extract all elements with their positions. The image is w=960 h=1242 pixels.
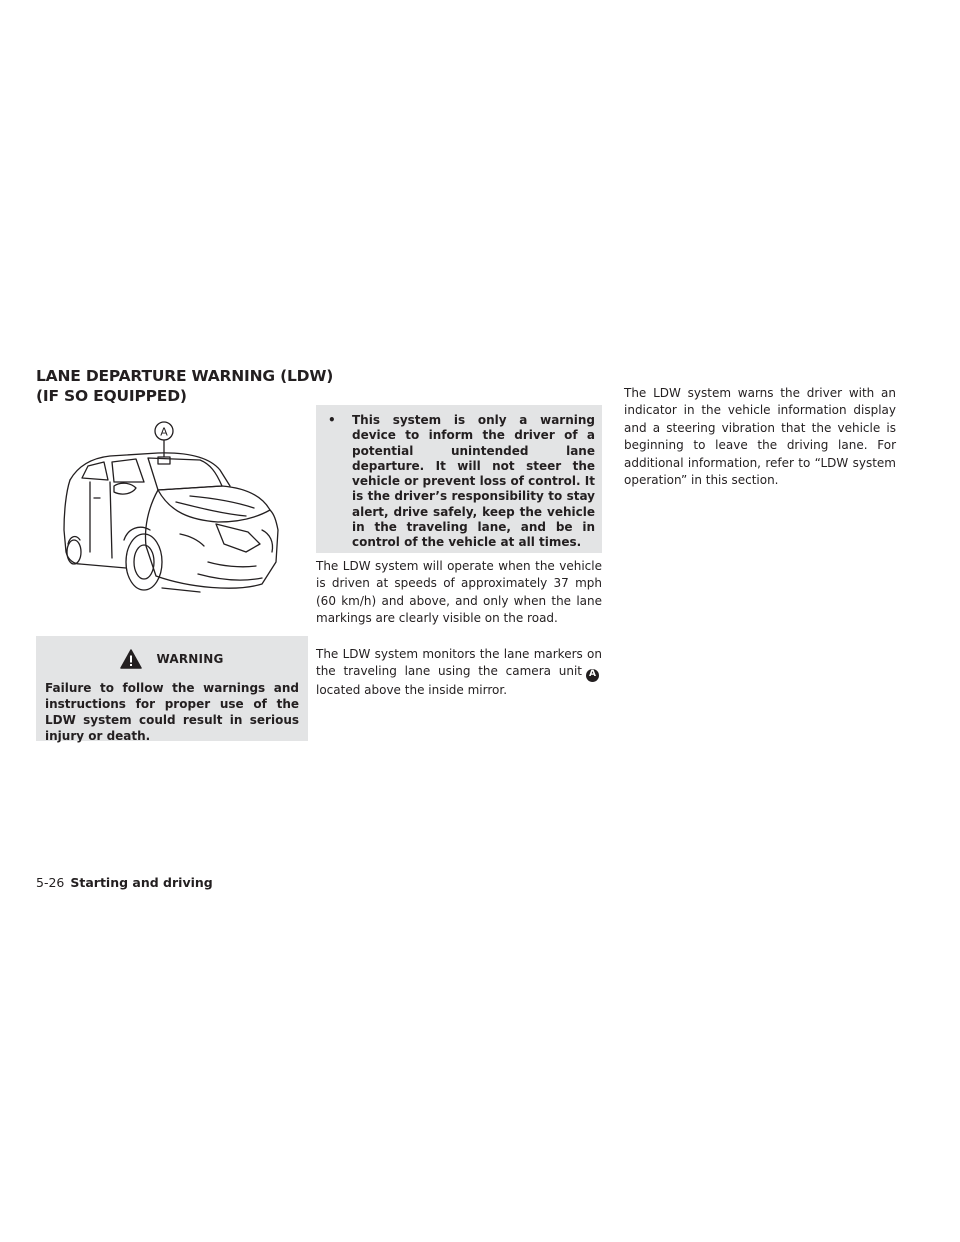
warning-text: Failure to follow the warnings and instructions for proper use of the LDW system could result in serious injury or death.	[45, 681, 299, 743]
section-heading-line1: LANE DEPARTURE WARNING (LDW)	[36, 367, 334, 385]
warning-label: WARNING	[156, 652, 224, 666]
warning-box	[36, 636, 308, 741]
callout-a-marker: A	[586, 669, 599, 682]
warning-triangle-icon	[120, 649, 142, 669]
paragraph-operate: The LDW system will operate when the vehicle is driven at speeds of approximately 37 mph (60 km/h) and above, and only when the lane markings are clearly visible on the road.	[316, 559, 602, 626]
caution-bullet-text: This system is only a warning device to inform the driver of a potential unintended lane departure. It will not steer the vehicle or prevent loss of control. It is the driver’s responsibility to stay alert, drive safely, keep the vehicle in the traveling lane, and be in control of the vehicle at all times.	[352, 413, 595, 550]
caution-bullet	[328, 413, 595, 551]
caution-box	[316, 405, 602, 553]
paragraph-monitors-after: located above the inside mirror.	[316, 682, 508, 697]
bullet-mark: •	[328, 413, 336, 427]
page-footer	[36, 875, 213, 890]
car-camera-illustration	[40, 412, 308, 612]
callout-label: A	[160, 425, 168, 439]
page-number: 5-26	[36, 875, 65, 890]
paragraph-monitors	[316, 646, 602, 699]
section-heading-line2: (IF SO EQUIPPED)	[36, 387, 187, 405]
paragraph-warns: The LDW system warns the driver with an indicator in the vehicle information display and a steering vibration that the vehicle is beginning to leave the driving lane. For additional information, refer to “LDW system operation” in this section.	[624, 386, 896, 488]
section-heading	[36, 366, 336, 406]
footer-section-name: Starting and driving	[70, 875, 213, 890]
warning-header	[45, 646, 299, 672]
paragraph-monitors-before: The LDW system monitors the lane markers on the traveling lane using the camera unit	[316, 647, 602, 679]
